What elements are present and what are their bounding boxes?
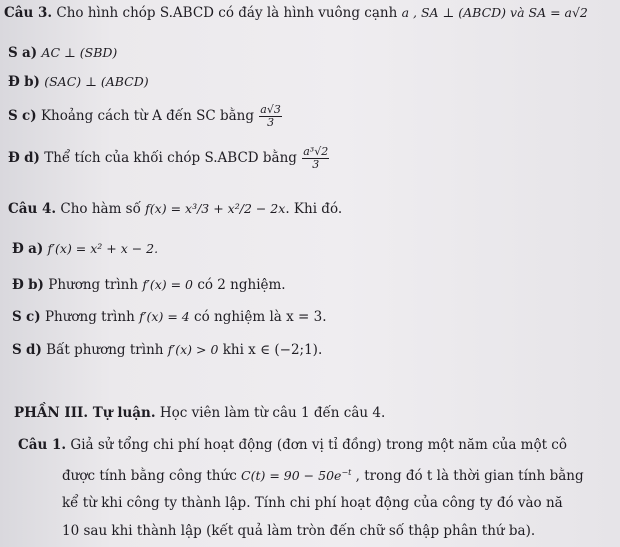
answer-mark: Đ (12, 241, 24, 257)
item-text-end: có 2 nghiệm. (197, 277, 286, 293)
part3-heading (14, 404, 385, 422)
item-letter: b) (24, 74, 40, 90)
fraction-numerator: a√3 (260, 103, 281, 116)
q4-item-d (12, 341, 322, 359)
q3-item-b (8, 73, 149, 91)
item-letter: c) (22, 108, 37, 124)
q1-text: 10 sau khi thành lập (kết quả làm tròn đến chữ số thập phân thứ ba). (62, 523, 536, 539)
fraction (259, 104, 282, 129)
answer-mark: Đ (8, 74, 20, 90)
q1-text: , trong đó t là thời gian tính bằng (355, 468, 584, 484)
q4-item-b (12, 276, 286, 294)
q1-formula: $C(t) = 90 - 50e^{-t}$ (241, 468, 352, 483)
item-letter: d) (26, 342, 42, 358)
item-text: Thể tích của khối chóp S.ABCD bằng (44, 150, 297, 166)
q3-stem-text: Cho hình chóp S.ABCD có đáy là hình vuông cạnh (56, 5, 398, 21)
q1-line-4 (62, 522, 535, 540)
item-math: f′(x) = x² + x − 2. (47, 241, 159, 256)
item-text: Khoảng cách từ A đến SC bằng (40, 108, 254, 124)
item-letter: d) (24, 150, 40, 166)
item-math: f′(x) = 0 (142, 277, 194, 292)
item-text-end: có nghiệm là x = 3. (194, 309, 327, 325)
q1-line-1 (18, 436, 567, 454)
q1-text: kể từ khi công ty thành lập. Tính chi phí hoạt động của công ty đó vào nă (62, 495, 563, 511)
answer-mark: S (8, 45, 18, 61)
q4-stem-end: . Khi đó. (285, 201, 343, 217)
item-letter: a) (28, 241, 44, 257)
part3-instruction: Học viên làm từ câu 1 đến câu 4. (159, 405, 386, 421)
q3-title: Câu 3. (4, 5, 53, 21)
answer-mark: S (12, 309, 22, 325)
q4-item-c (12, 308, 327, 326)
item-letter: c) (26, 309, 41, 325)
q1-line-2 (62, 464, 584, 485)
q3-item-d (8, 144, 330, 172)
item-text: Bất phương trình (46, 342, 164, 358)
q4-item-a (12, 240, 158, 258)
answer-mark: S (8, 108, 18, 124)
item-text: Phương trình (44, 309, 135, 325)
answer-mark: Đ (12, 277, 24, 293)
q3-item-a (8, 44, 117, 62)
answer-mark: Đ (8, 150, 20, 166)
q4-stem (8, 195, 342, 223)
q4-stem-text: Cho hàm số (60, 201, 141, 217)
q1-title: Câu 1. (18, 437, 67, 453)
q1-text: Giả sử tổng chi phí hoạt động (đơn vị tỉ đồng) trong một năm của một cô (70, 437, 567, 453)
item-math: (SAC) ⊥ (ABCD) (44, 74, 149, 89)
q1-text: được tính bằng công thức (62, 468, 237, 484)
q3-stem (4, 4, 588, 22)
q4-function: f(x) = x³/3 + x²/2 − 2x (145, 201, 286, 216)
item-math: AC ⊥ (SBD) (41, 45, 118, 60)
q1-line-3 (62, 494, 563, 512)
fraction (302, 146, 329, 171)
item-math: f′(x) = 4 (139, 309, 190, 324)
answer-mark: S (12, 342, 22, 358)
q4-title: Câu 4. (8, 201, 57, 217)
item-letter: b) (28, 277, 44, 293)
item-text: Phương trình (48, 277, 139, 293)
fraction-denominator: 3 (312, 158, 320, 171)
q3-stem-vars: a , SA ⊥ (ABCD) và SA = a√2 (401, 5, 588, 20)
item-math: f′(x) > 0 (167, 342, 219, 357)
fraction-denominator: 3 (267, 116, 275, 129)
part3-title: PHẦN III. Tự luận. (14, 405, 156, 421)
fraction-numerator: a³√2 (303, 145, 329, 158)
item-text-end: khi x ∈ (−2;1). (222, 342, 323, 358)
q3-item-c (8, 102, 283, 130)
item-letter: a) (22, 45, 38, 61)
